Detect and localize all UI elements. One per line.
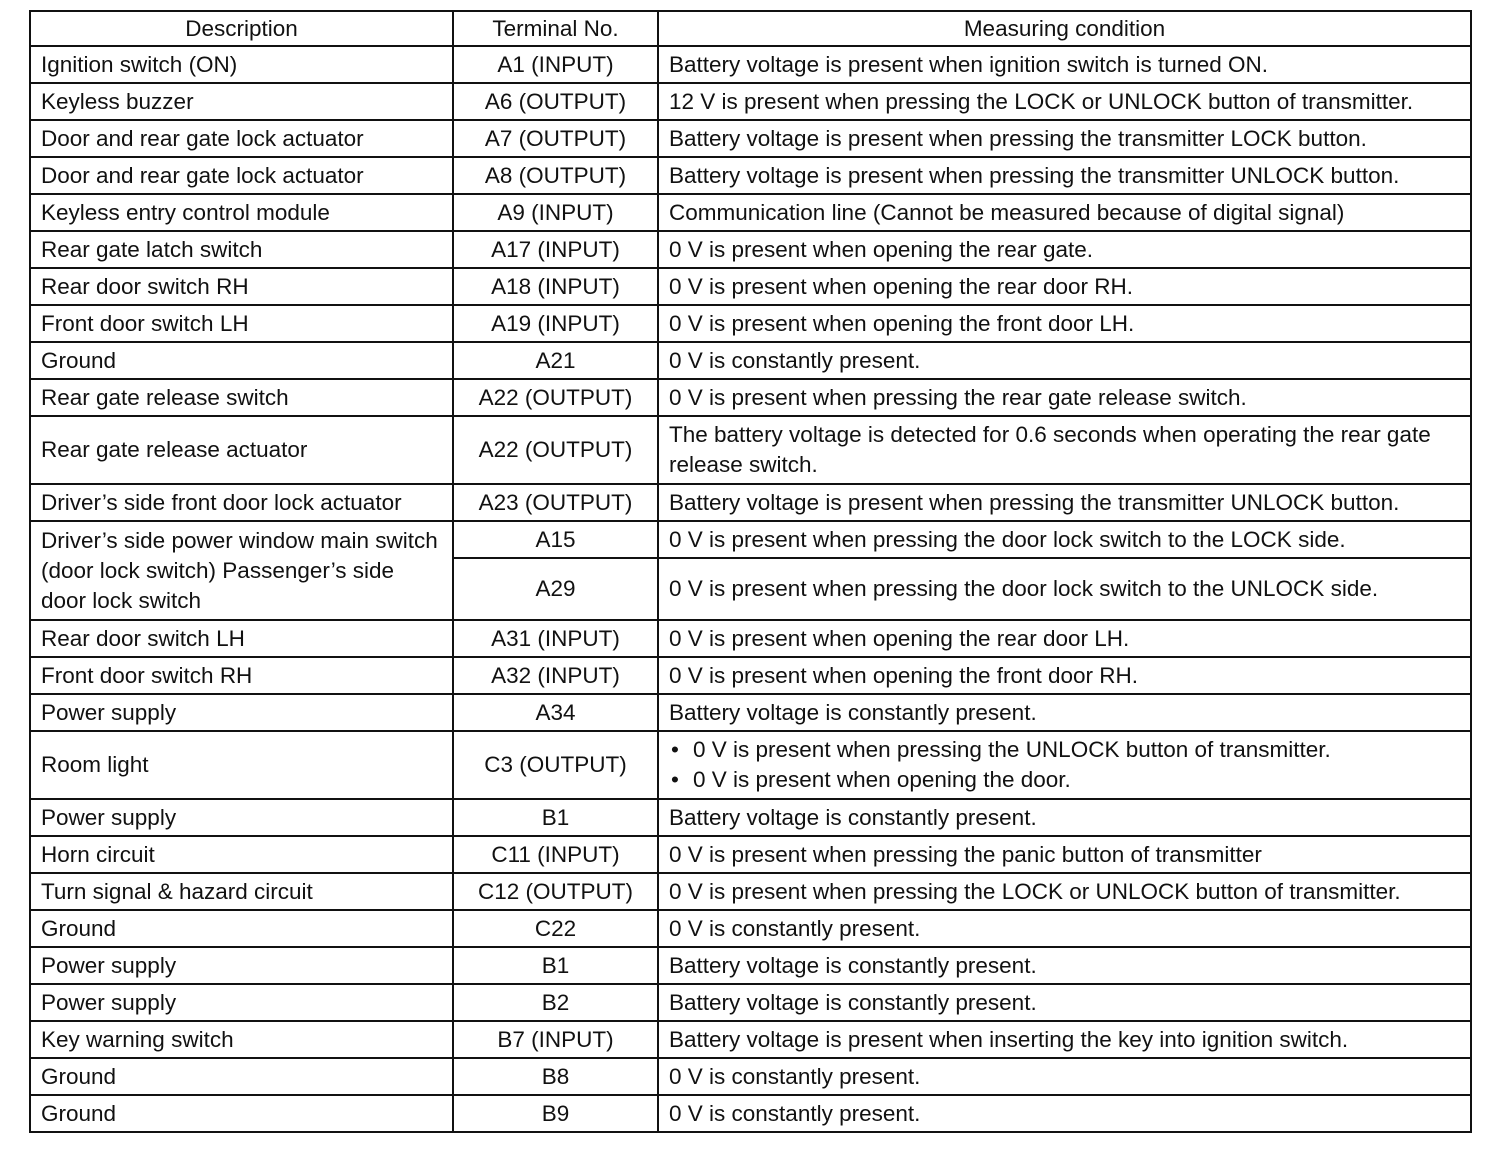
description-cell: Keyless buzzer <box>30 83 453 120</box>
terminal-cell: B9 <box>453 1095 658 1132</box>
table-row <box>30 305 1471 342</box>
terminal-cell: A9 (INPUT) <box>453 194 658 231</box>
terminal-cell: B7 (INPUT) <box>453 1021 658 1058</box>
terminal-cell: B1 <box>453 799 658 836</box>
description-cell: Door and rear gate lock actuator <box>30 120 453 157</box>
condition-cell: 0 V is present when opening the rear door LH. <box>658 620 1471 657</box>
description-cell: Front door switch LH <box>30 305 453 342</box>
table-row <box>30 157 1471 194</box>
table-row <box>30 731 1471 799</box>
terminal-cell: A22 (OUTPUT) <box>453 379 658 416</box>
condition-cell: 0 V is present when opening the rear gate. <box>658 231 1471 268</box>
condition-cell: Battery voltage is constantly present. <box>658 947 1471 984</box>
condition-cell: Battery voltage is present when ignition switch is turned ON. <box>658 46 1471 83</box>
condition-cell: 0 V is present when opening the front door RH. <box>658 657 1471 694</box>
table-row <box>30 910 1471 947</box>
condition-cell: 12 V is present when pressing the LOCK or UNLOCK button of transmitter. <box>658 83 1471 120</box>
terminal-cell: A7 (OUTPUT) <box>453 120 658 157</box>
condition-cell: Battery voltage is constantly present. <box>658 984 1471 1021</box>
description-cell: Horn circuit <box>30 836 453 873</box>
condition-cell <box>658 731 1471 799</box>
table-row <box>30 342 1471 379</box>
table-row <box>30 83 1471 120</box>
condition-cell: Battery voltage is present when inserting the key into ignition switch. <box>658 1021 1471 1058</box>
description-cell: Rear door switch LH <box>30 620 453 657</box>
description-cell: Front door switch RH <box>30 657 453 694</box>
condition-cell: 0 V is present when pressing the door lock switch to the UNLOCK side. <box>658 558 1471 620</box>
description-cell: Ground <box>30 342 453 379</box>
condition-cell: The battery voltage is detected for 0.6 seconds when operating the rear gate release switch. <box>658 416 1471 484</box>
description-cell: Key warning switch <box>30 1021 453 1058</box>
terminal-cell: A21 <box>453 342 658 379</box>
table-row <box>30 1021 1471 1058</box>
table-row <box>30 120 1471 157</box>
description-cell: Driver’s side power window main switch (door lock switch) Passenger’s side door lock switch <box>30 521 453 620</box>
terminal-cell: A1 (INPUT) <box>453 46 658 83</box>
terminal-cell: A6 (OUTPUT) <box>453 83 658 120</box>
condition-cell: 0 V is constantly present. <box>658 910 1471 947</box>
terminal-cell: C12 (OUTPUT) <box>453 873 658 910</box>
list-item: • 0 V is present when opening the door. <box>669 765 1460 795</box>
condition-cell: Battery voltage is present when pressing the transmitter LOCK button. <box>658 120 1471 157</box>
description-cell: Ground <box>30 1058 453 1095</box>
table-row <box>30 379 1471 416</box>
table-row <box>30 484 1471 521</box>
description-cell: Rear gate release switch <box>30 379 453 416</box>
terminal-cell: C3 (OUTPUT) <box>453 731 658 799</box>
description-cell: Door and rear gate lock actuator <box>30 157 453 194</box>
header-condition: Measuring condition <box>658 11 1471 46</box>
description-cell: Power supply <box>30 947 453 984</box>
table-row <box>30 194 1471 231</box>
condition-cell: 0 V is present when pressing the door lock switch to the LOCK side. <box>658 521 1471 558</box>
table-row <box>30 521 1471 558</box>
terminal-cell: C22 <box>453 910 658 947</box>
condition-cell: Battery voltage is constantly present. <box>658 694 1471 731</box>
description-cell: Ground <box>30 1095 453 1132</box>
condition-cell: 0 V is present when pressing the panic button of transmitter <box>658 836 1471 873</box>
table-row <box>30 620 1471 657</box>
table-row <box>30 1058 1471 1095</box>
table-row <box>30 657 1471 694</box>
condition-cell: 0 V is present when pressing the rear gate release switch. <box>658 379 1471 416</box>
table-row <box>30 694 1471 731</box>
table-row <box>30 416 1471 484</box>
table-row <box>30 947 1471 984</box>
condition-cell: Battery voltage is constantly present. <box>658 799 1471 836</box>
terminal-cell: B8 <box>453 1058 658 1095</box>
condition-cell: 0 V is constantly present. <box>658 1058 1471 1095</box>
terminal-cell: A22 (OUTPUT) <box>453 416 658 484</box>
condition-cell: Battery voltage is present when pressing the transmitter UNLOCK button. <box>658 157 1471 194</box>
table-row <box>30 46 1471 83</box>
description-cell: Rear gate release actuator <box>30 416 453 484</box>
terminal-cell: A34 <box>453 694 658 731</box>
description-cell: Room light <box>30 731 453 799</box>
terminal-cell: A17 (INPUT) <box>453 231 658 268</box>
condition-cell: 0 V is present when opening the front door LH. <box>658 305 1471 342</box>
bullet-list <box>669 735 1460 795</box>
header-terminal: Terminal No. <box>453 11 658 46</box>
terminal-cell: B2 <box>453 984 658 1021</box>
terminal-cell: A8 (OUTPUT) <box>453 157 658 194</box>
condition-cell: 0 V is present when opening the rear door RH. <box>658 268 1471 305</box>
header-row <box>30 11 1471 46</box>
description-cell: Keyless entry control module <box>30 194 453 231</box>
table-row <box>30 268 1471 305</box>
table-row <box>30 231 1471 268</box>
terminal-cell: A15 <box>453 521 658 558</box>
terminal-cell: A32 (INPUT) <box>453 657 658 694</box>
terminal-cell: A29 <box>453 558 658 620</box>
terminal-cell: A19 (INPUT) <box>453 305 658 342</box>
table-row <box>30 799 1471 836</box>
terminal-cell: A31 (INPUT) <box>453 620 658 657</box>
condition-cell: Battery voltage is present when pressing the transmitter UNLOCK button. <box>658 484 1471 521</box>
description-cell: Power supply <box>30 799 453 836</box>
table-row <box>30 873 1471 910</box>
table-row <box>30 984 1471 1021</box>
table-row <box>30 1095 1471 1132</box>
header-description: Description <box>30 11 453 46</box>
condition-cell: 0 V is present when pressing the LOCK or UNLOCK button of transmitter. <box>658 873 1471 910</box>
description-cell: Ignition switch (ON) <box>30 46 453 83</box>
description-cell: Driver’s side front door lock actuator <box>30 484 453 521</box>
terminal-table <box>29 10 1472 1133</box>
description-cell: Turn signal & hazard circuit <box>30 873 453 910</box>
description-cell: Rear gate latch switch <box>30 231 453 268</box>
description-cell: Rear door switch RH <box>30 268 453 305</box>
terminal-cell: C11 (INPUT) <box>453 836 658 873</box>
condition-cell: 0 V is constantly present. <box>658 1095 1471 1132</box>
description-cell: Power supply <box>30 984 453 1021</box>
description-cell: Ground <box>30 910 453 947</box>
terminal-cell: A18 (INPUT) <box>453 268 658 305</box>
condition-cell: 0 V is constantly present. <box>658 342 1471 379</box>
terminal-cell: B1 <box>453 947 658 984</box>
table-row <box>30 836 1471 873</box>
list-item: • 0 V is present when pressing the UNLOCK button of transmitter. <box>669 735 1460 765</box>
terminal-cell: A23 (OUTPUT) <box>453 484 658 521</box>
description-cell: Power supply <box>30 694 453 731</box>
condition-cell: Communication line (Cannot be measured because of digital signal) <box>658 194 1471 231</box>
